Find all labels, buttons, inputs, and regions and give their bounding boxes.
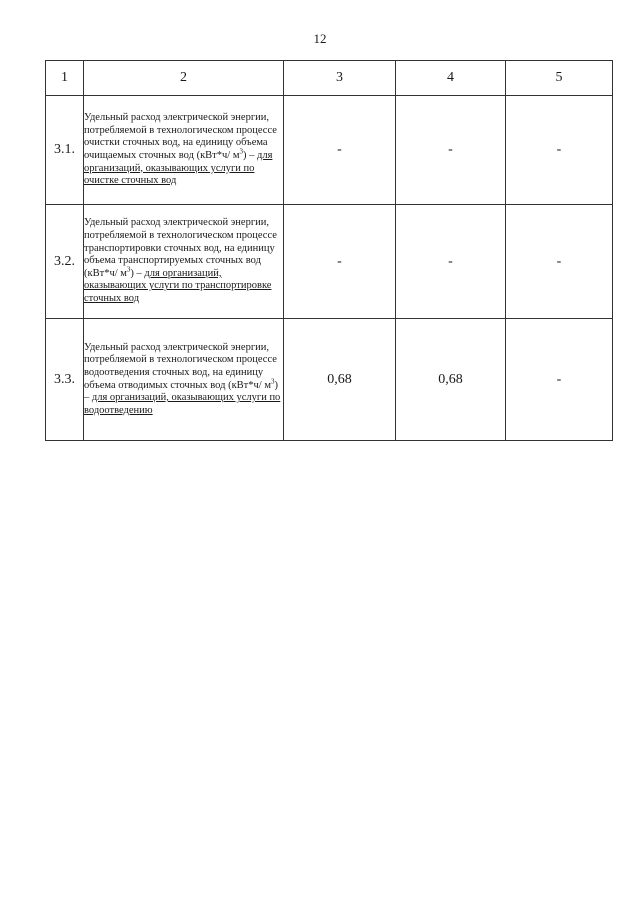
value-col-3: 0,68 [284, 319, 396, 441]
column-header-4: 4 [396, 61, 506, 96]
value-col-3: - [284, 96, 396, 205]
column-header-2: 2 [84, 61, 284, 96]
table-row [46, 319, 613, 441]
description-text: Удельный расход электрической энергии, потребляемой в технологическом процессе водоотведения сточных вод, на единицу объема отводимых сточных вод (кВт*ч/ м [84, 341, 277, 391]
row-description [84, 205, 284, 319]
description-closing: ) – [130, 267, 142, 279]
unit-superscript: 3 [126, 265, 131, 274]
row-number: 3.1. [46, 96, 84, 205]
value-col-3: - [284, 205, 396, 319]
row-number: 3.2. [46, 205, 84, 319]
table-row [46, 96, 613, 205]
value-col-4: 0,68 [396, 319, 506, 441]
description-closing: ) – [84, 379, 278, 404]
row-description [84, 319, 284, 441]
value-col-5: - [506, 96, 613, 205]
row-description [84, 96, 284, 205]
description-scope: для организаций, оказывающих услуги по транспортировке сточных вод [84, 267, 272, 304]
column-header-3: 3 [284, 61, 396, 96]
row-number: 3.3. [46, 319, 84, 441]
column-header-1: 1 [46, 61, 84, 96]
value-col-5: - [506, 205, 613, 319]
indicators-table [45, 60, 613, 441]
description-scope: для организаций, оказывающих услуги по очистке сточных вод [84, 150, 273, 187]
table-row [46, 205, 613, 319]
value-col-4: - [396, 96, 506, 205]
unit-superscript: 3 [270, 377, 275, 385]
page-number: 12 [313, 31, 327, 46]
description-scope: для организаций, оказывающих услуги по водоотведению [84, 392, 281, 416]
description-text: Удельный расход электрической энергии, потребляемой в технологическом процессе транспортировки сточных вод, на единицу объема транспортируемых сточных вод (кВт*ч/ м [84, 217, 277, 279]
unit-superscript: 3 [239, 147, 243, 156]
description-closing: ) – [243, 150, 255, 161]
value-col-5: - [506, 319, 613, 441]
table-header-row [46, 61, 613, 96]
description-text: Удельный расход электрической энергии, потребляемой в технологическом процессе очистки сточных вод, на единицу объема очищаемых сточных вод (кВт*ч/ м [84, 112, 277, 161]
column-header-5: 5 [506, 61, 613, 96]
value-col-4: - [396, 205, 506, 319]
